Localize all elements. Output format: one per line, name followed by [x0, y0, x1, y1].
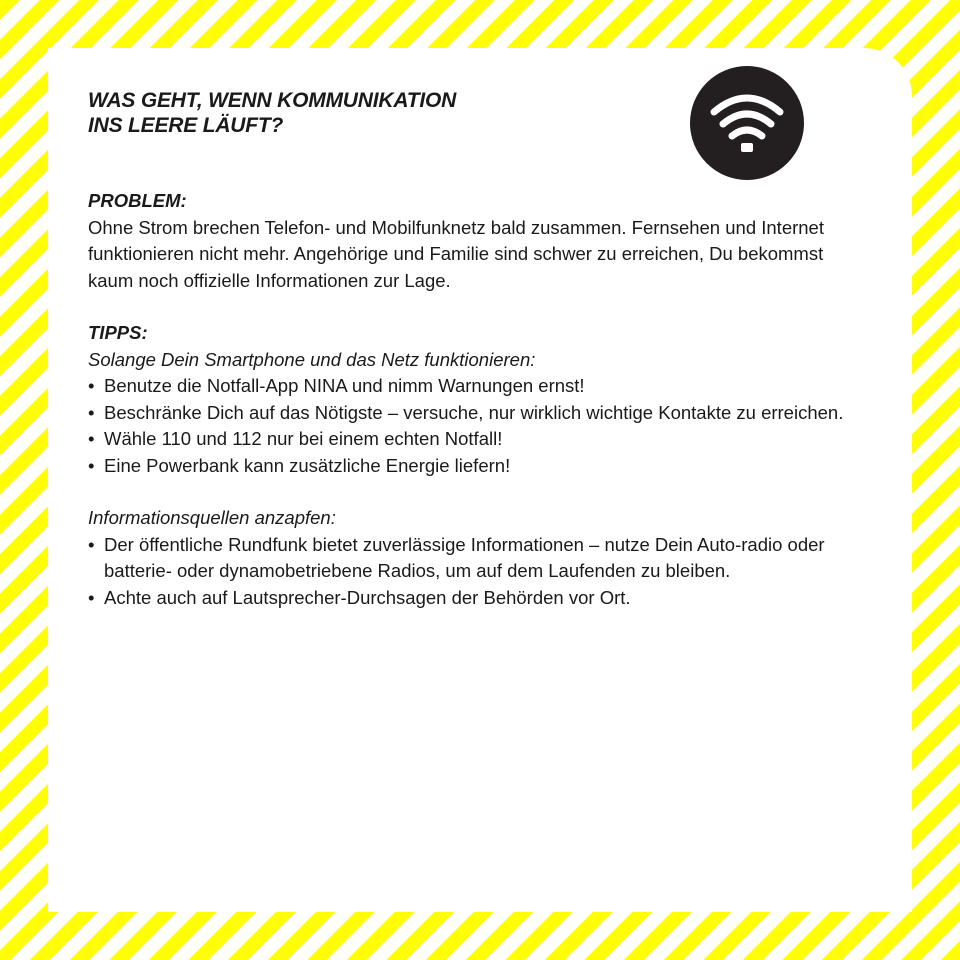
tipps-list-sources — [88, 532, 868, 612]
problem-heading: PROBLEM: — [88, 190, 187, 211]
list-item: • Eine Powerbank kann zusätzliche Energie liefern! — [88, 454, 511, 476]
content — [88, 188, 868, 611]
wifi-badge — [690, 66, 804, 180]
problem-text: Ohne Strom brechen Telefon- und Mobilfunknetz bald zusammen. Fernsehen und Internet funktionieren nicht mehr. Angehörige und Familie sind schwer zu erreichen, Du bekommst kaum noch offizielle Informationen zur Lage. — [88, 216, 824, 291]
title-line-2: INS LEERE LÄUFT? — [88, 114, 284, 137]
page-title — [88, 88, 456, 138]
title-line-1: WAS GEHT, WENN KOMMUNIKATION — [88, 89, 457, 112]
info-card — [48, 48, 912, 912]
list-item: • Der öffentliche Rundfunk bietet zuverlässige Informationen – nutze Dein Auto-radio oder batterie- oder dynamobetriebene Radios, um auf dem Laufenden zu bleiben. — [88, 533, 825, 581]
tipps-subheading-sources: Informationsquellen anzapfen: — [88, 507, 336, 528]
tipps-heading: TIPPS: — [88, 322, 148, 343]
list-item: • Beschränke Dich auf das Nötigste – versuche, nur wirklich wichtige Kontakte zu erreichen. — [88, 401, 844, 423]
tipps-subheading-smartphone: Solange Dein Smartphone und das Netz funktionieren: — [88, 348, 536, 370]
list-item: • Wähle 110 und 112 nur bei einem echten Notfall! — [88, 428, 503, 449]
tipps-list-smartphone — [88, 373, 868, 479]
wifi-icon — [690, 66, 804, 180]
list-item: • Benutze die Notfall-App NINA und nimm Warnungen ernst! — [88, 375, 585, 396]
list-item: • Achte auch auf Lautsprecher-Durchsagen der Behörden vor Ort. — [88, 586, 631, 608]
